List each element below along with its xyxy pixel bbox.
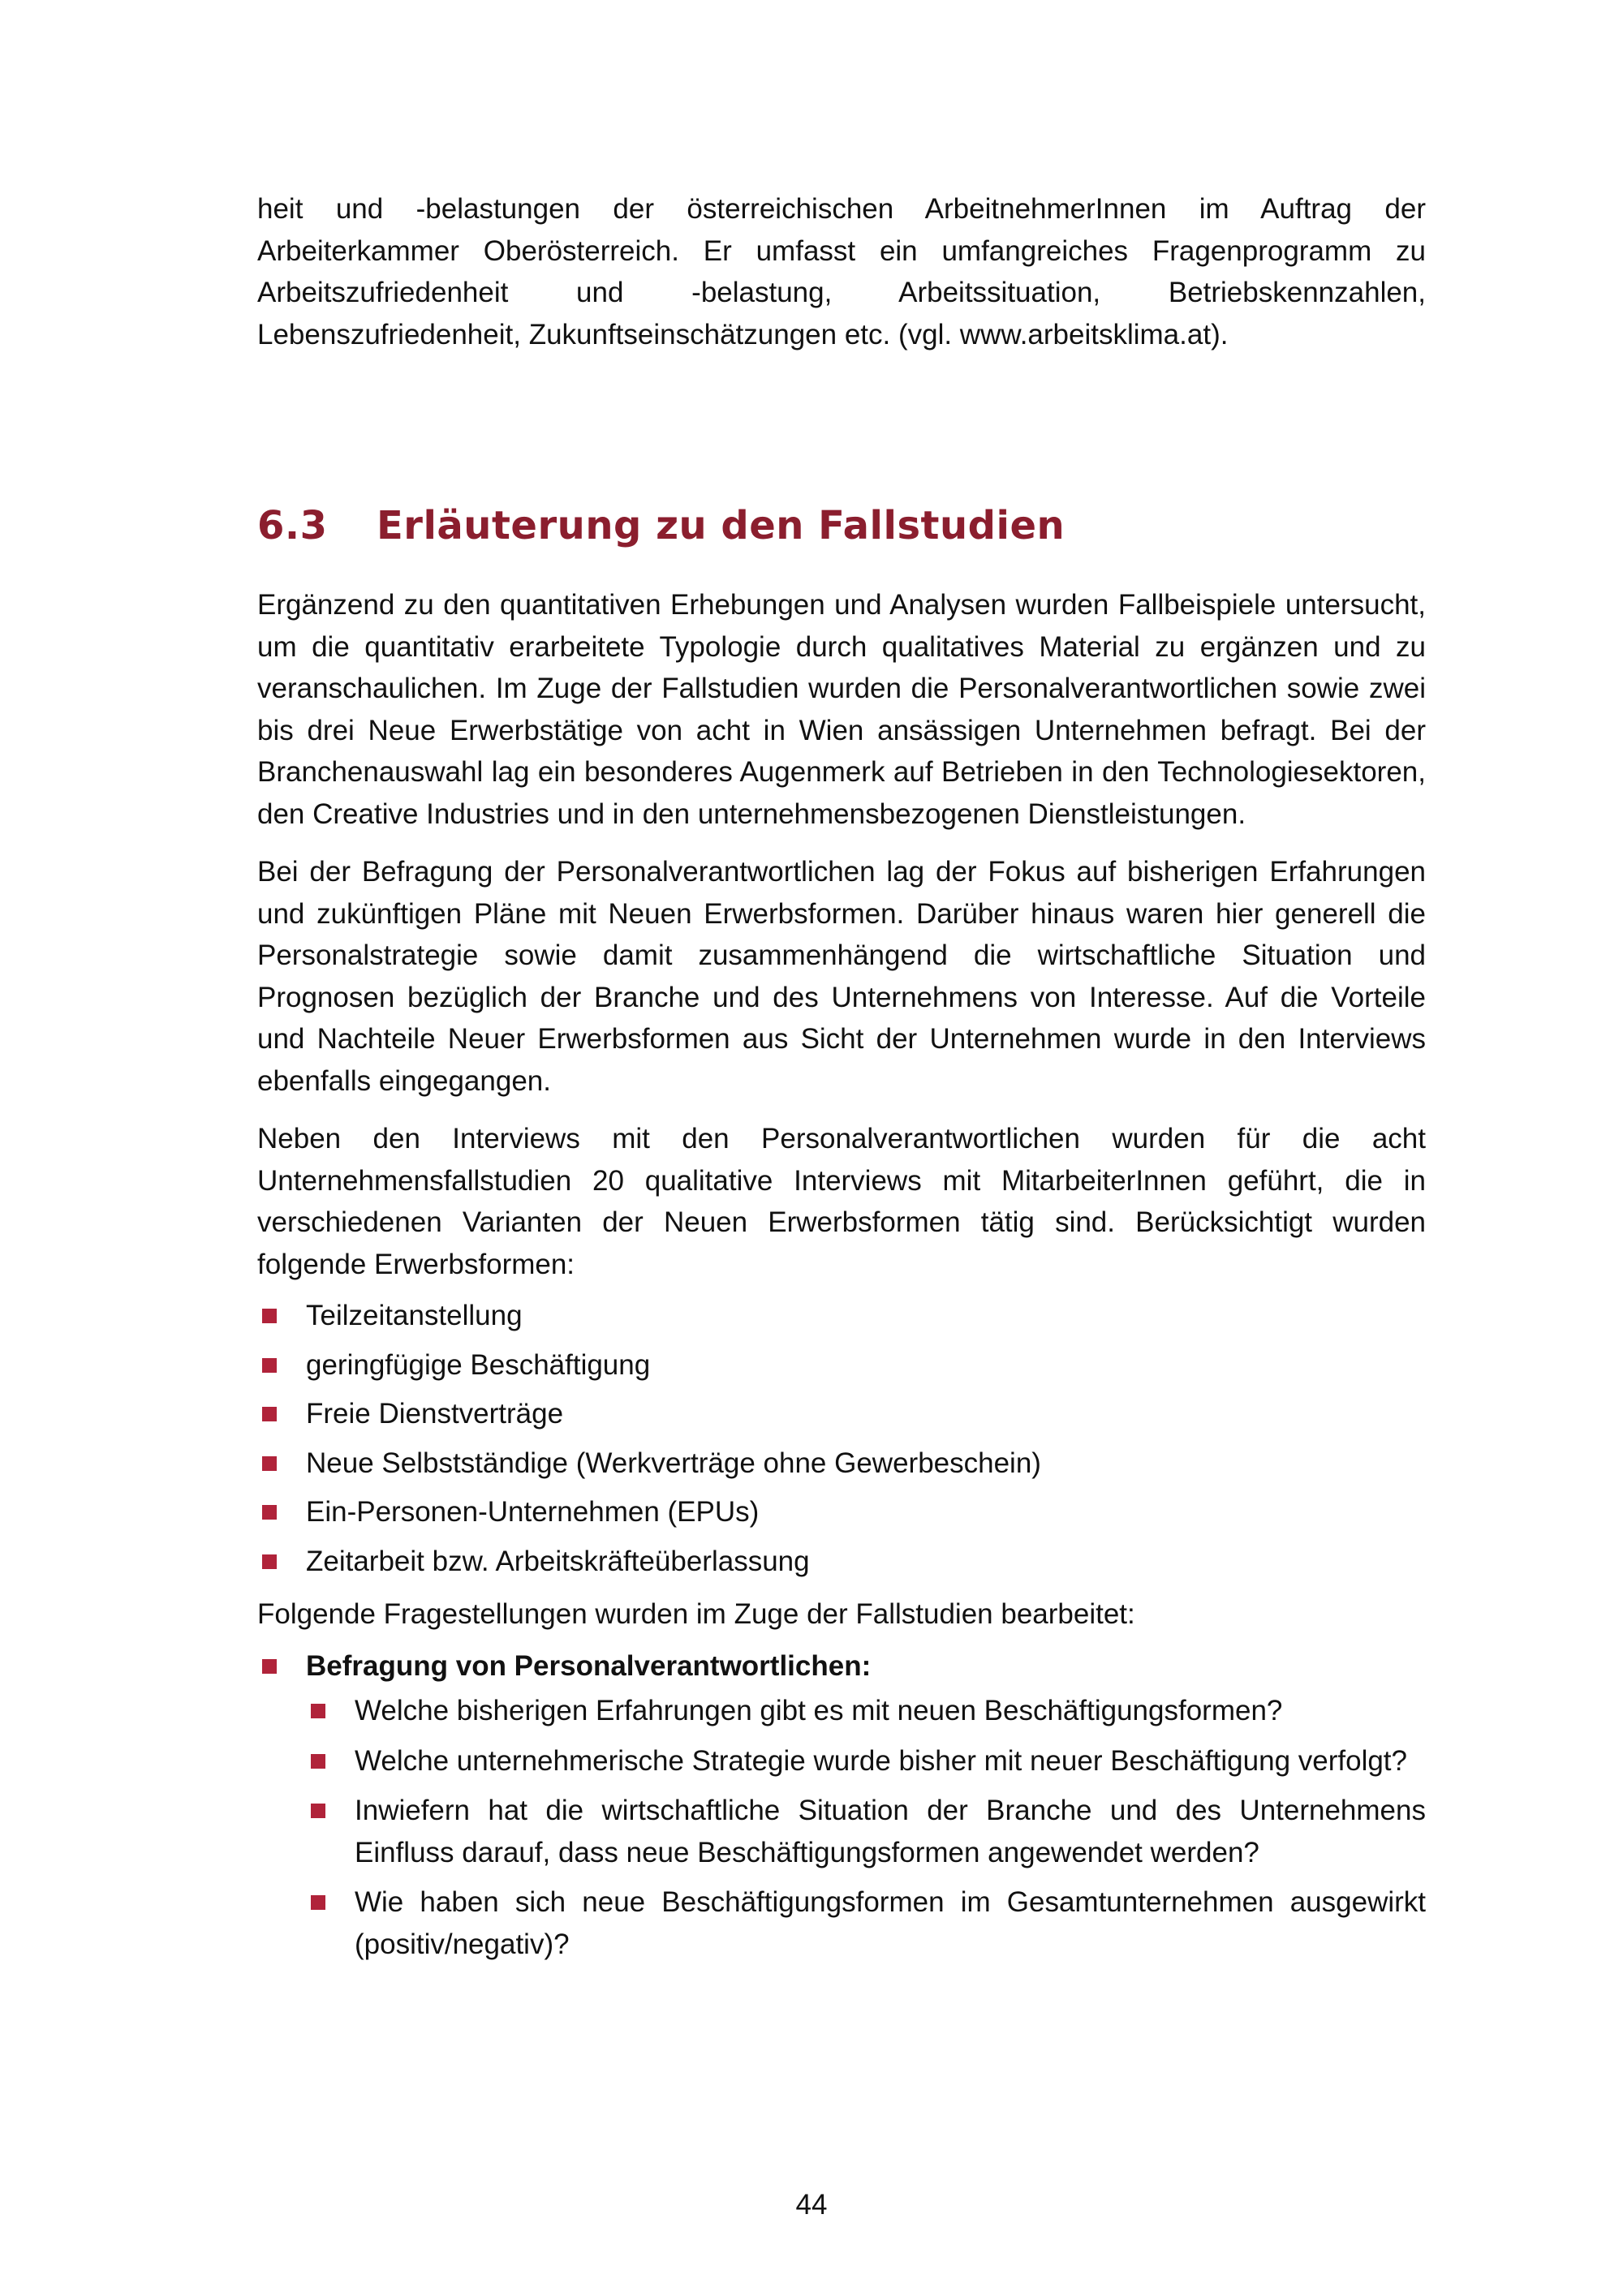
question-group xyxy=(257,1645,1426,1966)
intro-paragraph: heit und -belastungen der österreichischen ArbeitnehmerInnen im Auftrag der Arbeiterkammer Oberösterreich. Er umfasst ein umfangreiches Fragenprogramm zu Arbeitszufriedenheit und -belastung, Arbeitssituation, Betriebskennzahlen, Lebenszufriedenheit, Zukunftseinschätzungen etc. (vgl. www.arbeitsklima.at). xyxy=(257,193,1426,350)
list-item: Teilzeitanstellung xyxy=(257,1295,1426,1337)
list-item: geringfügige Beschäftigung xyxy=(257,1344,1426,1387)
question-item: Welche unternehmerische Strategie wurde bisher mit neuer Beschäftigung verfolgt? xyxy=(306,1740,1426,1782)
section-title: Erläuterung zu den Fallstudien xyxy=(377,503,1065,548)
question-groups-list xyxy=(257,1645,1426,1966)
questions-intro: Folgende Fragestellungen wurden im Zuge der Fallstudien bearbeitet: xyxy=(257,1598,1135,1630)
square-bullet-icon xyxy=(262,1309,277,1323)
square-bullet-icon xyxy=(311,1754,325,1769)
square-bullet-icon xyxy=(262,1358,277,1373)
section-body xyxy=(257,584,1426,1973)
question-list xyxy=(306,1690,1426,1965)
question-item: Inwiefern hat die wirtschaftliche Situation der Branche und des Unternehmens Einfluss darauf, dass neue Beschäftigungsformen angewendet werden? xyxy=(306,1790,1426,1873)
square-bullet-icon xyxy=(262,1505,277,1520)
list-item: Neue Selbstständige (Werkverträge ohne Gewerbeschein) xyxy=(257,1443,1426,1485)
list-item: Ein-Personen-Unternehmen (EPUs) xyxy=(257,1491,1426,1533)
page-number: 44 xyxy=(795,2189,828,2221)
section-heading xyxy=(257,503,1065,548)
square-bullet-icon xyxy=(311,1704,325,1718)
paragraph-1: Ergänzend zu den quantitativen Erhebungen und Analysen wurden Fallbeispiele untersucht, um die quantitativ erarbeitete Typologie durch qualitatives Material zu ergänzen und zu veranschaulichen. Im Zuge der Fallstudien wurden die Personalverantwortlichen sowie zwei bis drei Neue Erwerbstätige von acht in Wien ansässigen Unternehmen befragt. Bei der Branchenauswahl lag ein besonderes Augenmerk auf Betrieben in den Technologiesektoren, den Creative Industries und in den unternehmensbezogenen Dienstleistungen. xyxy=(257,589,1426,830)
page-content xyxy=(257,188,1426,1960)
square-bullet-icon xyxy=(262,1407,277,1421)
question-group-title: Befragung von Personalverantwortlichen: xyxy=(306,1649,872,1682)
paragraph-3: Neben den Interviews mit den Personalverantwortlichen wurden für die acht Unternehmensfallstudien 20 qualitative Interviews mit MitarbeiterInnen geführt, die in verschiedenen Varianten der Neuen Erwerbsformen tätig sind. Berücksichtigt wurden folgende Erwerbsformen: xyxy=(257,1123,1426,1280)
paragraph-2: Bei der Befragung der Personalverantwortlichen lag der Fokus auf bisherigen Erfahrungen und zukünftigen Pläne mit Neuen Erwerbsformen. Darüber hinaus waren hier generell die Personalstrategie sowie damit zusammenhängend die wirtschaftliche Situation und Prognosen bezüglich der Branche und des Unternehmens von Interesse. Auf die Vorteile und Nachteile Neuer Erwerbsformen aus Sicht der Unternehmen wurde in den Interviews ebenfalls eingegangen. xyxy=(257,856,1426,1097)
square-bullet-icon xyxy=(311,1895,325,1910)
list-item: Zeitarbeit bzw. Arbeitskräfteüberlassung xyxy=(257,1541,1426,1583)
section-number: 6.3 xyxy=(257,503,328,548)
question-item: Welche bisherigen Erfahrungen gibt es mit neuen Beschäftigungsformen? xyxy=(306,1690,1426,1732)
square-bullet-icon xyxy=(311,1804,325,1818)
employment-forms-list xyxy=(257,1295,1426,1582)
square-bullet-icon xyxy=(262,1456,277,1471)
square-bullet-icon xyxy=(262,1554,277,1569)
question-item: Wie haben sich neue Beschäftigungsformen im Gesamtunternehmen ausgewirkt (positiv/negativ)? xyxy=(306,1881,1426,1965)
list-item: Freie Dienstverträge xyxy=(257,1393,1426,1435)
square-bullet-icon xyxy=(262,1659,277,1674)
